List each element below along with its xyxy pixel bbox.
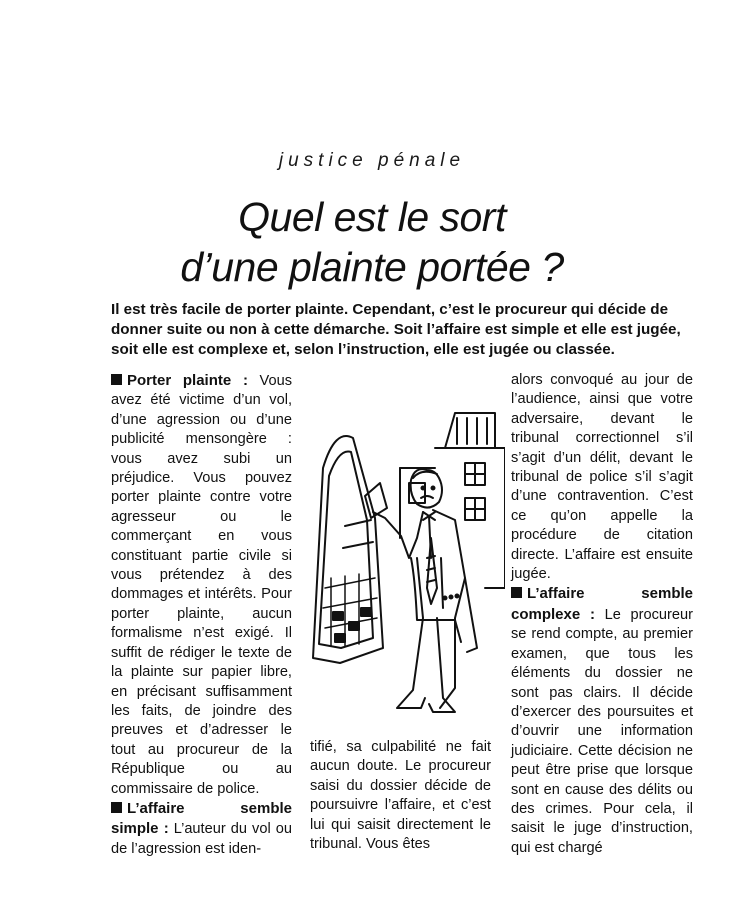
- square-bullet-icon: [111, 374, 122, 385]
- mailbox-drawing: [313, 436, 383, 663]
- section-kicker: justice pénale: [278, 150, 466, 171]
- column-1: [111, 371, 292, 859]
- building-drawing: [400, 413, 505, 588]
- title-line-1: Quel est le sort: [238, 194, 506, 240]
- paragraph-continuation: tifié, sa culpabilité ne fait aucun doute. Le procureur saisi du dossier décide de poursuivre l’affaire, et c’est lui qui saisit directement le tribunal. Vous êtes: [310, 739, 491, 853]
- paragraph-affaire-simple: [111, 799, 292, 859]
- article-title: [0, 192, 744, 292]
- illustration-man-at-mailbox: [305, 408, 505, 728]
- column-2: [310, 738, 491, 854]
- title-line-2: d’une plainte portée ?: [180, 244, 564, 290]
- heading-affaire-simple: L’affaire semble simple :: [111, 799, 292, 838]
- column-3: [511, 371, 693, 858]
- square-bullet-icon: [111, 802, 122, 813]
- heading-affaire-complexe: L’affaire semble complexe :: [511, 585, 693, 623]
- paragraph-affaire-complexe: [511, 584, 693, 858]
- text-affaire-simple: L’auteur du vol ou de l’agression est iden-: [111, 821, 293, 857]
- heading-porter-plainte: Porter plainte :: [127, 372, 248, 389]
- paragraph-citation-directe: alors convoqué au jour de l’audience, ainsi que votre adversaire, devant le tribunal correctionnel s’il s’agit d’un délit, devant le tribunal de police s’il s’agit d’une contravention. C’est ce qu’on appelle la procédure de citation directe. L’affaire est ensuite jugée.: [511, 372, 693, 583]
- text-affaire-complexe: Le procureur se rend compte, au premier examen, que tous les éléments du dossier ne sont pas clairs. Il décide d’exercer des poursuites et d’ouvrir une information judiciaire. Cette décision ne peut être prise que lorsque sont en cause des délits ou des crimes. Pour cela, il saisit le juge d’instruction, qui est chargé: [511, 606, 693, 856]
- man-drawing: [365, 469, 477, 712]
- text-porter-plainte: Vous avez été victime d’un vol, d’une agression ou d’une publicité mensongère : vous avez subi un préjudice. Vous pouvez porter plainte contre votre agresseur ou le commerçant en vous constituant partie civile si vous prétendez à des dommages et intérêts. Pour porter plainte, aucun formalisme n’est exigé. Il suffit de rédiger le texte de la plainte sur papier libre, en précisant suffisamment les faits, de joindre des preuves et d’adresser le tout au procureur de la République ou au commissaire de police.: [111, 373, 292, 797]
- paragraph-porter-plainte: [111, 371, 292, 799]
- lead-paragraph: Il est très facile de porter plainte. Cependant, c’est le procureur qui décide de donner suite ou non à cette démarche. Soit l’affaire est simple et elle est jugée, soit elle est complexe et, selon l’instruction, elle est jugée ou classée.: [111, 301, 681, 358]
- square-bullet-icon: [511, 587, 522, 598]
